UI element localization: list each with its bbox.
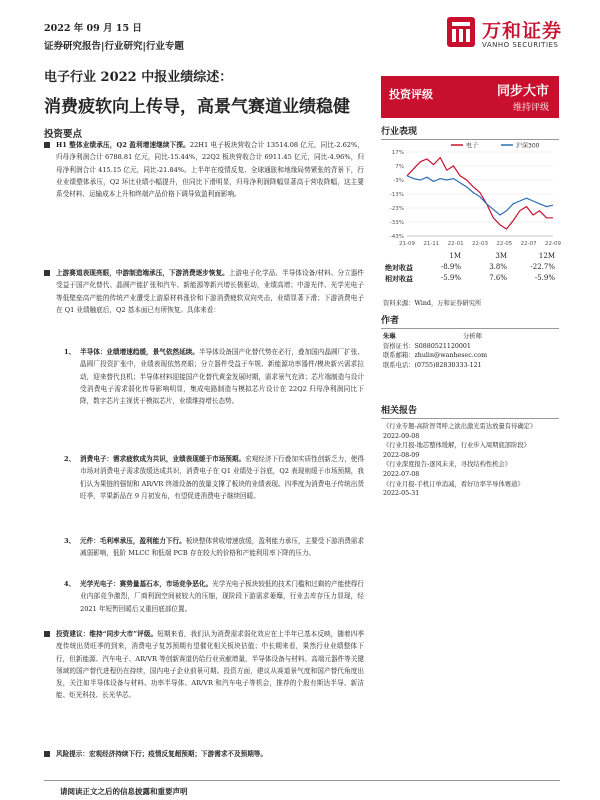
author-cert: 资格证书：S0880521120001 — [383, 342, 471, 350]
x-tick-label: 21-09 — [399, 241, 415, 247]
related-report-title: 《行业月报-手机订单消减，看好功率半导体赛道》 — [383, 480, 524, 488]
section-head: H1 整体业绩承压，Q2 盈利增速继续下探。 — [56, 141, 190, 149]
rating-label: 投资评级 — [389, 88, 433, 101]
related-list — [383, 422, 559, 499]
rating-box — [381, 76, 559, 118]
row-label: 绝对收益 — [385, 263, 413, 272]
subsection-head: 元件：毛利率承压，盈利能力下行。 — [80, 537, 186, 545]
y-tick-label: -43% — [389, 234, 404, 240]
brand-name-en: VANHO SECURITIES — [482, 41, 559, 49]
column-header: 12M — [538, 252, 555, 260]
subsection-head: 消费电子：需求疲软成为共识，业绩表现缓于市场预期。 — [80, 455, 246, 463]
related-report-title: 《行业深度报告-逐风未来，寻找结构性机会》 — [383, 461, 512, 469]
section-risk — [44, 748, 364, 760]
author-email: 联系邮箱：zhulin@wanhesec.com — [383, 352, 488, 359]
x-tick-label: 22-03 — [472, 241, 488, 247]
report-subtitle: 电子行业 2022 中报业绩综述： — [44, 70, 233, 85]
related-report-date: 2022-05-31 — [383, 490, 420, 498]
table-cell: 7.6% — [489, 274, 507, 282]
section-text: 短期来看，我们认为消费需求弱化效应在上半年已基本反映，随着四季度传统出货旺季的到来，消费电子复苏预期有望催化相关板块估值；中长期来看，果然行业业绩整体下行，但新能源、汽车电子、AR/VR 等创新赛道仍给行业贡献增量，半导体设备与材料、高端元器件等关键领域的国产替代进程仍在持续，国内电子企业前景可期。投资方面，建议从赛道景气度和国产替代角度出发，关注如半导体设备与材料、功率半导体、AR/VR 和汽车电子等机会，推荐的个股有斯达半导、新洁能、炬光科技、长光华芯。 — [56, 630, 364, 700]
section-body — [56, 139, 364, 200]
subsection-number: 3、 — [64, 537, 76, 545]
related-report-title: 《行业专题-高阶智驾呼之欲出激光雷达放量有待确定》 — [383, 423, 537, 430]
x-tick-label: 22-07 — [520, 241, 537, 247]
report-category: 证券研究报告|行业研究|行业专题 — [44, 41, 184, 52]
x-tick-label: 22-09 — [545, 241, 561, 247]
x-tick-label: 22-05 — [496, 241, 513, 247]
x-tick-label: 22-01 — [447, 241, 464, 247]
section-head: 投资建议：维持“同步大市”评级。 — [56, 630, 158, 638]
y-tick-label: 7% — [395, 164, 404, 170]
footer-divider — [44, 780, 560, 781]
rating-value: 同步大市 — [496, 84, 549, 99]
column-header: 3M — [495, 252, 507, 260]
section-body — [56, 628, 364, 702]
subsection-text: 光学光电子板块较低的技术门槛和过剩的产能使得行业内部竞争激烈，厂商利润空间被较大的压缩，现阶段下游需求萎靡，行业去库存压力显现，经 2021 年短暂回暖后又重回底部位置。 — [80, 580, 365, 613]
y-tick-label: 17% — [391, 150, 404, 156]
subsection-body — [80, 346, 364, 407]
y-tick-label: -33% — [389, 220, 404, 226]
series-line — [407, 176, 553, 215]
subsection-consumer-electronics — [64, 453, 364, 502]
related-heading: 相关报告 — [381, 403, 559, 419]
table-header-row — [381, 252, 559, 263]
section-body — [56, 748, 364, 760]
subsection-body — [80, 453, 364, 502]
subsection-optoelectronics — [64, 578, 364, 615]
subsection-head: 光学光电子：赛势量基石本，市场竞争恶化。 — [80, 580, 213, 588]
column-header: 1M — [449, 252, 461, 260]
row-label: 相对收益 — [385, 274, 413, 283]
related-report-title: 《行业月报-地芯整体缓解，行业步入周期底部阶段》 — [383, 442, 530, 450]
report-title: 消费疲软向上传导，高景气赛道业绩稳健 — [44, 97, 350, 117]
subsection-body — [80, 578, 364, 615]
square-bullet-icon — [44, 751, 50, 757]
related-report-date: 2022-09-08 — [383, 432, 420, 440]
related-report-date: 2022-07-08 — [383, 470, 420, 478]
related-report-link[interactable] — [383, 480, 559, 499]
performance-chart — [381, 138, 559, 250]
author-name: 朱琳 — [383, 333, 396, 340]
brand-name: 万和证券 — [482, 20, 563, 42]
author-role: 分析师 — [463, 333, 482, 340]
brand-logo — [446, 14, 596, 58]
author-block — [383, 332, 559, 370]
y-tick-label: -23% — [389, 206, 404, 212]
section-advice — [44, 628, 364, 702]
subsection-body — [80, 535, 364, 560]
author-heading: 作者 — [381, 313, 559, 329]
section-text: 上游电子化学品、半导体设备/材料、分立器件受益于国产化替代、晶圆产能扩张和汽车、新能源等新兴增长极驱动，业绩高增；中游光伴、光学光电子等低壁垒高产能的传统产业遭受上游原材料涨价和下游消费疲软双向夹击，业绩显著下滑；下游消费电子在 Q1 业绩触底后，Q2 基本面已有所恢复。具体来看： — [56, 269, 364, 314]
related-report-link[interactable] — [383, 422, 559, 441]
section-text: 22H1 电子板块营收合计 13514.08 亿元，同比-2.62%，归母净利润合计 6788.81 亿元，同比-15.44%，22Q2 板块营收合计 6911.45 亿元，同比-4.96%，归母净利润合计 415.15 亿元，同比-21.84%。上半年在疫情反复、全球通胀和地缘局势紧张的背景下，行业业绩整体承压，Q2 环比业绩小幅提升，但同比下滑明显，归母净利润降幅显著高于营收降幅，这主要系受材料、运输成本上升和终端产品价格下调导致盈利面影响。 — [56, 141, 364, 199]
legend-label: 电子 — [466, 142, 479, 150]
section-chain — [44, 267, 364, 316]
footer-disclaimer: 请阅读正文之后的信息披露和重要声明 — [60, 787, 188, 796]
performance-heading: 行业表现 — [381, 124, 559, 140]
square-bullet-icon — [44, 270, 50, 276]
section-overall — [44, 139, 364, 200]
table-cell: -22.7% — [530, 263, 555, 271]
subsection-semiconductor — [64, 346, 364, 407]
square-bullet-icon — [44, 142, 50, 148]
subsection-number: 1、 — [64, 348, 76, 356]
subsection-text: 板块整体营收增速放缓，盈利能力承压，主要受下游消费需求减弱影响，低阶 MLCC 和低端 PCB 存在较大的价格和产能利用率下降的压力。 — [80, 537, 365, 558]
table-cell: 3.8% — [489, 263, 507, 271]
table-row — [381, 274, 559, 285]
x-tick-label: 21-11 — [423, 241, 440, 247]
table-cell: -8.9% — [440, 263, 461, 271]
y-tick-label: -13% — [389, 192, 404, 198]
brand-mark-icon — [446, 16, 476, 48]
rating-sub: 维持评级 — [512, 103, 549, 113]
related-report-link[interactable] — [383, 441, 559, 460]
subsection-text: 半导体设备国产化替代势在必行，叠加国内晶圆厂扩张、晶圆厂投资扩张中，业绩表现依然亮眼；分立器件受益于车规、新能源功率器件/模块新兴需求拉动，迎来替代良机；半导体材料迎接国产化替代黄金发展时期，需求景气充沛；芯片端制造与设计受消费电子需求弱化传导影响明显，集成电路制造与模拟芯片设计在 22Q2 归母净利润同比下降，数字芯片主视优于模拟芯片，业绩维持增长态势。 — [80, 348, 365, 406]
section-head: 风险提示：宏观经济持续下行；疫情反复超预期；下游需求不及预期等。 — [56, 750, 267, 758]
subsection-components — [64, 535, 364, 560]
subsection-number: 2、 — [64, 455, 76, 463]
legend-label: 沪深300 — [516, 142, 540, 150]
related-report-date: 2022-08-09 — [383, 451, 420, 459]
table-row — [381, 263, 559, 274]
subsection-number: 4、 — [64, 580, 76, 588]
author-phone: 联系电话：(0755)82830333-121 — [383, 361, 482, 369]
key-points-heading: 投资要点 — [44, 129, 83, 140]
y-tick-label: -3% — [393, 178, 404, 184]
table-cell: -5.9% — [440, 274, 461, 282]
subsection-head: 半导体：业绩增速趋缓，景气依然延续。 — [80, 348, 199, 356]
table-cell: -5.9% — [534, 274, 555, 282]
series-line — [407, 158, 553, 229]
chart-source: 资料来源：Wind，万和证券研究所 — [383, 300, 482, 307]
performance-table — [381, 252, 559, 285]
section-head: 上游赛道表现亮眼，中游制造端承压，下游消费逐步恢复。 — [56, 269, 229, 277]
section-body — [56, 267, 364, 316]
subsection-text: 宏观经济下行叠加实质性创新乏力，使得市场对消费电子需求放缓达成共识，消费电子在 Q1 业绩处于谷底，Q2 表现则缓于市场预期，我们认为果链的强韧和 AR/VR 终端设备的放量支撑了板块的业绩表现。四季度为消费电子传统出货旺季，苹果新品在 9 月初发布，有望促进消费电子继续回暖。 — [80, 455, 365, 500]
related-report-link[interactable] — [383, 460, 559, 479]
square-bullet-icon — [44, 631, 50, 637]
report-date: 2022 年 09 月 15 日 — [44, 23, 142, 34]
